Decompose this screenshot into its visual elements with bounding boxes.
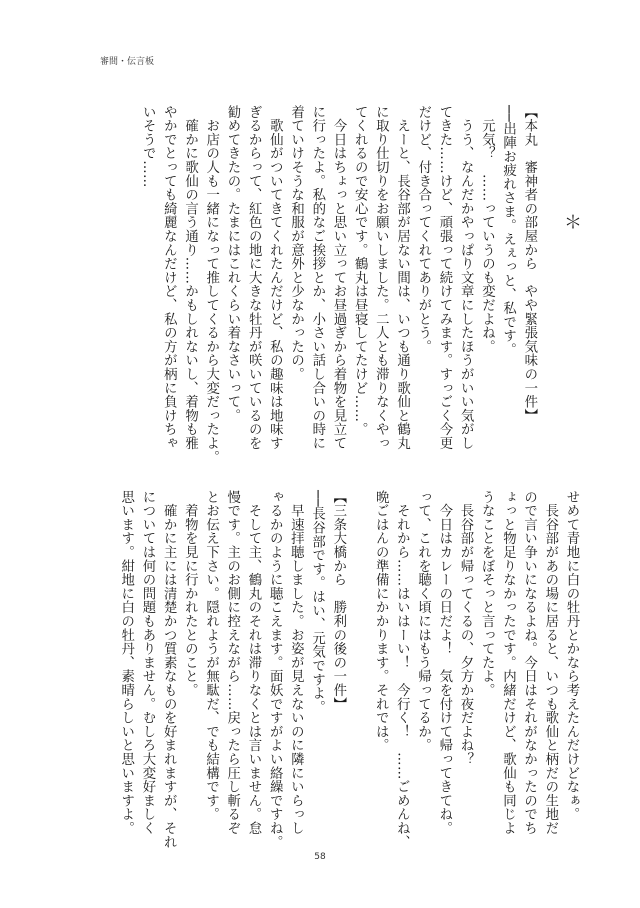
text-line: てきた……けど、頑張って続けてみます。すっごく今更 — [436, 105, 452, 450]
text-line: とお伝え下さい。隠れようが無駄だ、でも結構です。 — [203, 490, 219, 822]
text-line: 思います。紺地に白の牡丹、素晴らしいと思いますよ。 — [118, 490, 134, 835]
text-line: 【本丸 審神者の部屋から やや緊張気味の一件】 — [521, 105, 537, 423]
text-line: 今日はカレーの日だよ！ 気を付けて帰ってきてね。 — [436, 490, 452, 835]
running-header: 審間・伝言板 — [100, 57, 155, 67]
text-line: ぎるからって、紅色の地に大きな牡丹が咲いているのを — [246, 105, 262, 450]
text-line: ので言い争いになるよね。今日はそれがなかったのでち — [521, 490, 537, 835]
text-line: に行ったよ。私的なご挨拶とか、小さい話し合いの時に — [309, 105, 325, 450]
text-line: いそうで…… — [140, 105, 156, 188]
text-line: ょっと物足りなかったです。内緒だけど、歌仙も同じよ — [500, 490, 516, 835]
text-line: 確かに歌仙の言う通り……かもしれないし、着物も雅 — [182, 105, 198, 450]
text-line: だけど、付き合ってくれてありがとう。 — [415, 105, 431, 354]
text-line: 長谷部があの場に居ると、いつも歌仙と柄だの生地だ — [542, 490, 558, 835]
top-text-block — [137, 105, 582, 464]
text-line: うう、なんだかやっぱり文章にしたほうがいい気がし — [458, 105, 474, 450]
text-line: そして主、鶴丸のそれは滞りなくとは言いません。怠 — [245, 490, 261, 835]
text-line: って、これを聴く頃にはもう帰ってるか。 — [415, 490, 431, 753]
text-line: 今日はちょっと思い立ってお昼過ぎから着物を見立て — [330, 105, 346, 450]
text-line: せめて青地に白の牡丹とかなら考えたんだけどなぁ。 — [564, 490, 579, 822]
text-line: に取り仕切りをお願いしました。二人とも滞りなくやっ — [373, 105, 389, 450]
text-line: については何の問題もありません。むしろ大変好ましく — [139, 490, 155, 835]
text-line: 勧めてきたの。たまにはこれくらい着なさいって。 — [224, 105, 240, 423]
text-line: 晩ごはんの準備にかかります。それでは。 — [373, 490, 389, 753]
text-line: 歌仙がついてきてくれたんだけど、私の趣味は地味す — [267, 105, 283, 450]
text-line: てくれるので安心です。鶴丸は昼寝してたけど……。 — [352, 105, 368, 437]
text-line: えーと、長谷部が居ない間は、いつも通り歌仙と鶴丸 — [394, 105, 410, 450]
text-line: 着ていけそうな和服が意外と少なかったの。 — [288, 105, 304, 381]
section-break-asterisk: ＊ — [561, 213, 582, 232]
text-line: それから……はいはーい！ 今行く！ ……ごめんね、 — [394, 490, 410, 849]
text-line: 【三条大橋から 勝利の後の一件】 — [330, 490, 346, 711]
bottom-text-block — [116, 490, 582, 849]
text-line: 早速拝聴しました。お姿が見えないのに隣にいらっし — [288, 490, 304, 835]
page-number: 58 — [314, 852, 326, 862]
text-line: お店の人も一緒になって推してくるから大変だったよ。 — [203, 105, 219, 464]
text-line: 長谷部が帰ってくるの、夕方か夜だよね？ — [457, 490, 473, 766]
text-line: うなことをぼそっと言ってたよ。 — [479, 490, 495, 697]
text-line: 慢です。主のお側に控えながら……戻ったら圧し斬るぞ — [224, 490, 240, 835]
text-line: やかでとっても綺麗なんだけど、私の方が柄に負けちゃ — [161, 105, 177, 450]
text-line: 元気？ ……っていうのも変だよね。 — [479, 105, 495, 354]
text-line: ──出陣お疲れさま。えぇっと、私です。 — [500, 105, 516, 357]
text-line: 確かに主には清楚かつ質素なものを好まれますが、それ — [161, 490, 177, 849]
spacer — [540, 105, 561, 445]
text-line — [349, 490, 370, 830]
text-line: 着物を見に行かれたとのこと。 — [182, 490, 198, 697]
text-line: ゃるかのように聴こえます。面妖ですがよい絡繰ですね。 — [267, 490, 283, 849]
text-line: ──長谷部です。はい、元気ですよ。 — [309, 490, 325, 714]
